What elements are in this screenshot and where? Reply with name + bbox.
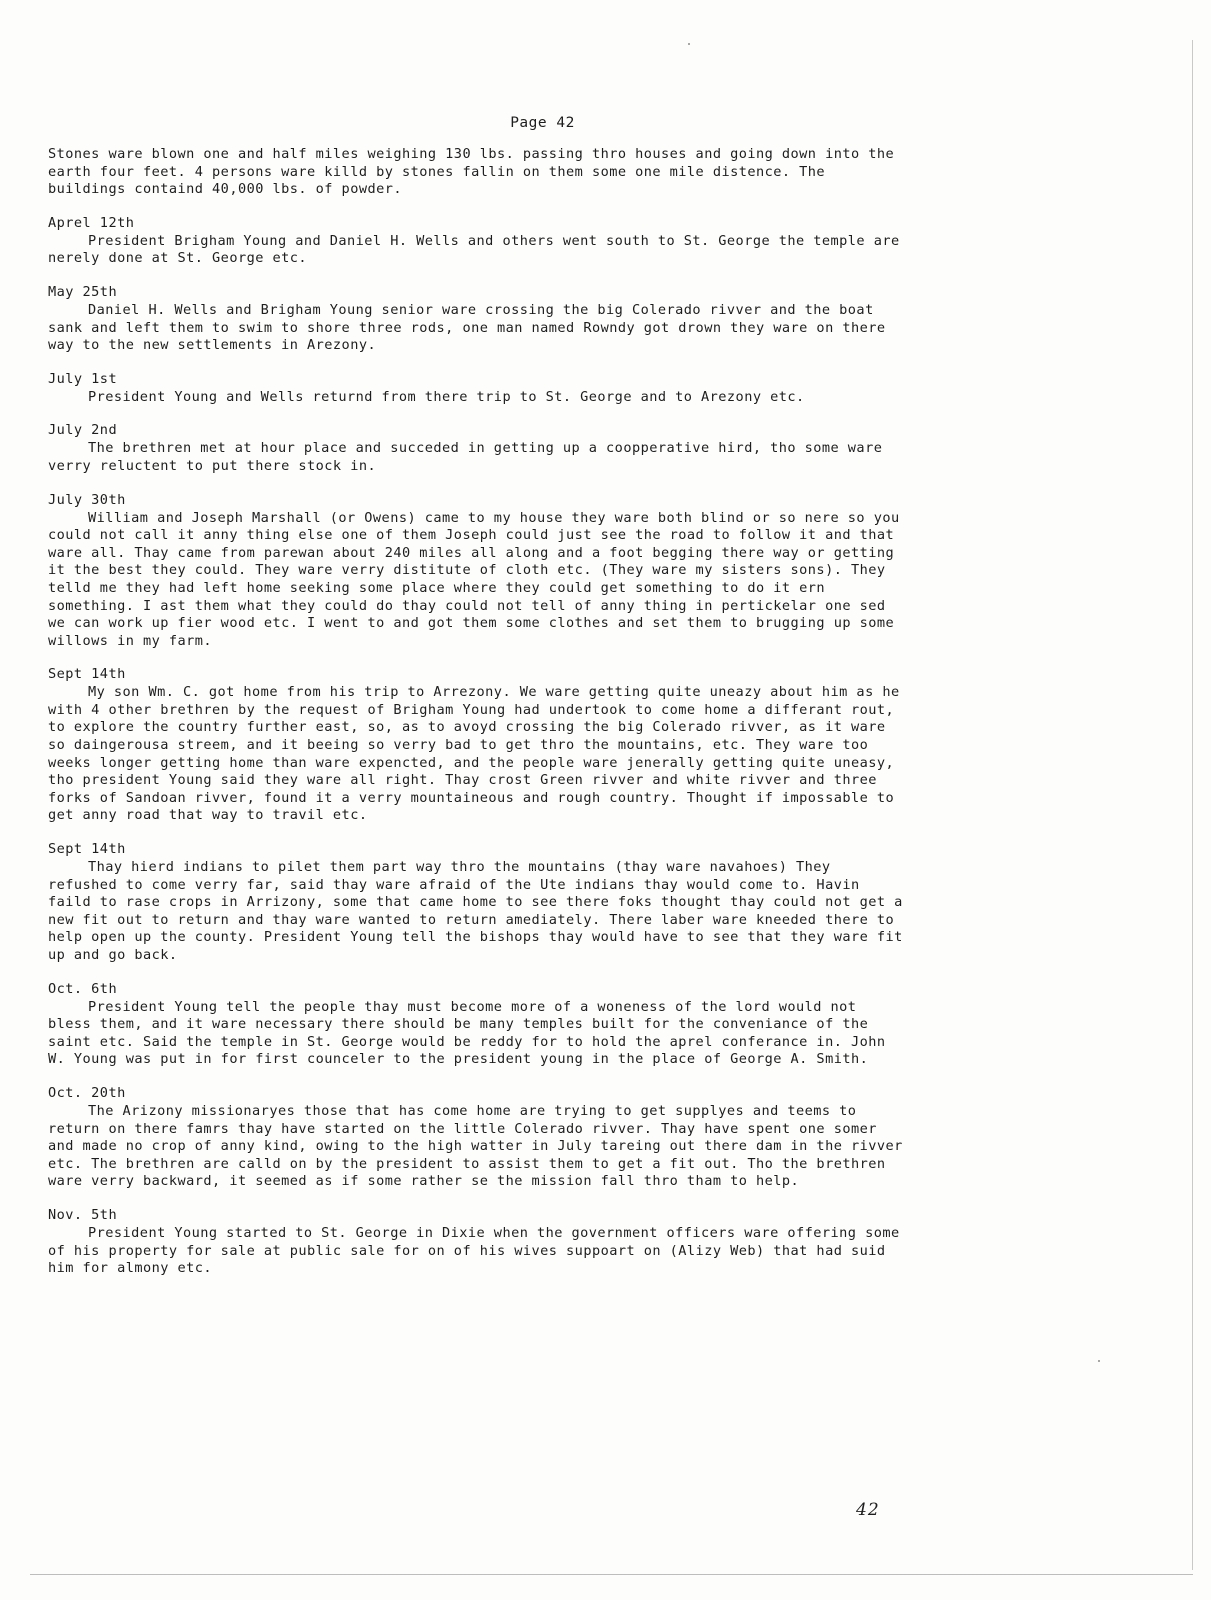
entry-text: Daniel H. Wells and Brigham Young senior ware crossing the big Colerado rivver and the boat sank and left them to swim to shore three rods, one man named Rowndy got drown they ware on there way to the new settlements in Arezony. [48,301,886,354]
journal-entry [48,839,904,965]
page-edge-right [1192,40,1193,1570]
journal-entry [48,664,904,825]
entry-text: The Arizony missionaryes those that has come home are trying to get supplyes and teems to return on there famrs thay have started on the little Colerado rivver. Thay have spent one somer and made no crop of anny kind, owing to the high watter in July tareing out there dam in the rivver etc. The brethren are calld on by the president to assist them to get a fit out. Tho the brethren ware verry backward, it seemed as if some rather se the mission fall thro tham to help. [48,1102,903,1190]
scan-speck [688,43,690,45]
journal-entry [48,490,904,651]
journal-entry [48,369,904,407]
entry-date: July 30th [48,491,126,508]
scan-speck [1098,1360,1100,1362]
entry-text: My son Wm. C. got home from his trip to Arrezony. We ware getting quite uneazy about him as he with 4 other brethren by the request of Brigham Young had undertook to come home a differant rout, to explore the country further east, so, as to avoyd crossing the big Colerado rivver, as it ware so daingerousa streem, and it beeing so verry bad to get thro the mountains, etc. They ware too weeks longer getting home than ware expencted, and the people ware jenerally getting quite uneasy, tho president Young said they ware all right. Thay crost Green rivver and white rivver and three forks of Sandoan rivver, found it a verry mountaineous and rough country. Thought if impossable to get anny road that way to travil etc. [48,684,900,824]
entry-date: Oct. 6th [48,980,118,997]
page-header: Page 42 [510,115,575,131]
entry-date: Sept 14th [48,666,126,683]
journal-content [48,146,904,1278]
journal-entry [48,1083,904,1191]
entry-text: President Brigham Young and Daniel H. Wells and others went south to St. George the temple are nerely done at St. George etc. [48,232,900,267]
journal-entry [48,420,904,475]
entry-text: William and Joseph Marshall (or Owens) came to my house they ware both blind or so nere so you could not call it anny thing else one of them Joseph could just see the road to follow it and that ware all. Thay came from parewan about 240 miles all along and a foot begging there way or getting it the best they could. They ware verry distitute of cloth etc. (They ware my sisters sons). They telld me they had left home seeking some place where they could get something to do it ern something. I ast them what they could do thay could not tell of anny thing in pertickelar one sed we can work up fier wood etc. I went to and got them some clothes and set them to brugging up some willows in my farm. [48,509,900,649]
entry-date: May 25th [48,283,118,300]
handwritten-page-number: 42 [856,1500,880,1520]
entry-text: The brethren met at hour place and succeded in getting up a coopperative hird, tho some ware verry reluctent to put there stock in. [48,440,883,474]
entry-date: Aprel 12th [48,214,135,231]
page-edge-bottom [30,1574,1193,1575]
entry-date: July 1st [48,370,118,387]
intro-paragraph: Stones ware blown one and half miles weighing 130 lbs. passing thro houses and going down into the earth four feet. 4 persons ware killd by stones fallin on them some one mile distence. The buildings containd 40,000 lbs. of powder. [48,146,895,198]
entry-text: President Young tell the people thay must become more of a woneness of the lord would not bless them, and it ware necessary there should be many temples built for the conveniance of the saint etc. Said the temple in St. George would be reddy for to hold the aprel conferance in. John W. Young was put in for first counceler to the president young in the place of George A. Smith. [48,998,886,1068]
entry-date: Nov. 5th [48,1206,118,1223]
journal-entry [48,979,904,1069]
entry-date: July 2nd [48,422,118,439]
journal-entry [48,282,904,355]
entry-text: President Young started to St. George in Dixie when the government officers ware offering some of his property for sale at public sale for on of his wives suppoart on (Alizy Web) that had suid him for almony etc. [48,1224,900,1277]
entry-date: Sept 14th [48,841,126,858]
entry-text: President Young and Wells returnd from there trip to St. George and to Arezony etc. [88,388,805,405]
journal-entry [48,1205,904,1278]
journal-entry [48,213,904,268]
entry-text: Thay hierd indians to pilet them part way thro the mountains (thay ware navahoes) They refushed to come verry far, said thay ware afraid of the Ute indians thay would come to. Havin faild to rase crops in Arrizony, some that came home to see there foks thought thay could not get a new fit out to return and thay ware wanted to return amediately. There laber ware kneeded there to help open up the county. President Young tell the bishops thay would have to see that they ware fit up and go back. [48,859,903,963]
entry-date: Oct. 20th [48,1084,126,1101]
